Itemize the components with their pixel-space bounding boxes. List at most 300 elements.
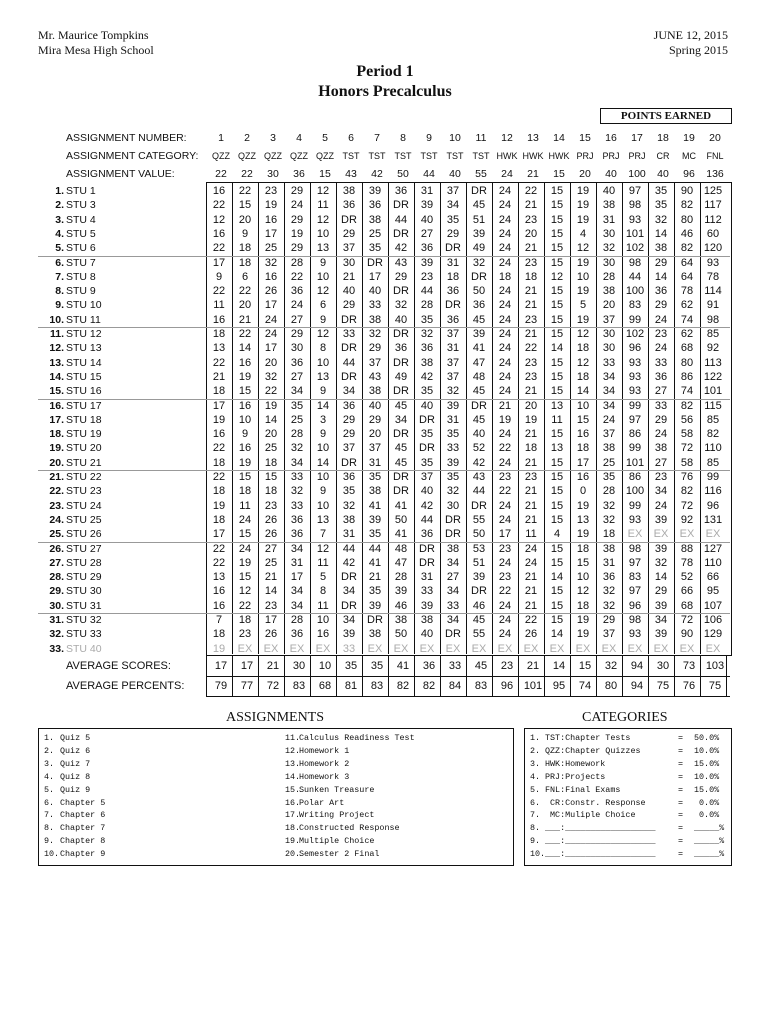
student-row bbox=[0, 370, 770, 384]
score-cell: 40 bbox=[368, 399, 382, 412]
assignment-number: 17. bbox=[285, 810, 301, 821]
score-cell: DR bbox=[471, 585, 487, 598]
score-cell: 16 bbox=[212, 313, 226, 326]
score-cell: 22 bbox=[212, 542, 226, 555]
student-row bbox=[0, 441, 770, 455]
score-cell: 6 bbox=[319, 299, 327, 312]
cell: 94 bbox=[630, 680, 644, 692]
score-cell: 93 bbox=[628, 628, 642, 641]
score-cell: 24 bbox=[498, 185, 512, 197]
score-cell: 15 bbox=[238, 385, 252, 398]
score-cell: 39 bbox=[654, 513, 668, 526]
score-cell: 97 bbox=[628, 556, 642, 569]
score-cell: 23 bbox=[654, 328, 668, 340]
score-cell: 106 bbox=[703, 614, 723, 626]
score-cell: 12 bbox=[550, 270, 564, 283]
score-cell: 114 bbox=[704, 285, 722, 298]
score-cell: 49 bbox=[394, 370, 408, 383]
score-cell: 24 bbox=[498, 199, 512, 212]
score-cell: 25 bbox=[264, 556, 278, 569]
score-cell: 24 bbox=[498, 285, 512, 298]
score-cell: 60 bbox=[706, 227, 720, 240]
score-cell: 36 bbox=[342, 399, 356, 412]
average-column-divider bbox=[596, 656, 597, 696]
score-cell: 44 bbox=[342, 542, 356, 555]
score-cell: EX bbox=[367, 642, 383, 655]
assignment-number: 9. bbox=[44, 836, 55, 847]
score-cell: 42 bbox=[420, 499, 434, 512]
assignment-value-row-label: ASSIGNMENT VALUE: bbox=[66, 168, 175, 180]
cell: 101 bbox=[523, 680, 543, 692]
cell: 73 bbox=[682, 660, 696, 672]
cell: PRJ bbox=[576, 151, 594, 161]
score-cell: 18 bbox=[602, 528, 616, 541]
student-number: 21. bbox=[49, 471, 64, 483]
score-cell: 41 bbox=[394, 499, 408, 512]
score-cell: 91 bbox=[706, 299, 720, 312]
score-cell: 82 bbox=[706, 428, 720, 441]
score-cell: 34 bbox=[290, 542, 304, 555]
score-cell: DR bbox=[341, 313, 357, 326]
score-cell: 31 bbox=[290, 556, 304, 569]
score-cell: 23 bbox=[524, 213, 538, 226]
score-cell: 98 bbox=[628, 256, 642, 269]
score-cell: 18 bbox=[212, 513, 226, 526]
score-cell: 19 bbox=[290, 227, 304, 240]
score-cell: 93 bbox=[628, 370, 642, 383]
cell: 40 bbox=[605, 168, 617, 180]
score-cell: 14 bbox=[654, 270, 668, 283]
score-cell: 24 bbox=[498, 628, 512, 641]
score-cell: 5 bbox=[579, 299, 587, 312]
score-cell: 37 bbox=[446, 185, 460, 197]
score-cell: 10 bbox=[316, 227, 330, 240]
category-percent: _____% bbox=[694, 849, 725, 860]
score-cell: EX bbox=[627, 528, 643, 541]
score-cell: 16 bbox=[212, 185, 226, 197]
score-cell: 110 bbox=[704, 442, 722, 455]
score-cell: 39 bbox=[472, 227, 486, 240]
points-earned-label: POINTS EARNED bbox=[600, 108, 732, 124]
cell: 15 bbox=[319, 168, 331, 180]
category-equals: = bbox=[678, 784, 684, 795]
student-number: 7. bbox=[55, 270, 64, 283]
score-cell: DR bbox=[341, 370, 357, 383]
student-row bbox=[0, 599, 770, 613]
score-cell: 48 bbox=[472, 370, 486, 383]
score-cell: 19 bbox=[238, 370, 252, 383]
student-name: STU 11 bbox=[66, 313, 101, 326]
score-cell: 15 bbox=[550, 213, 564, 226]
score-cell: 19 bbox=[264, 199, 278, 212]
category-percent: 10.0% bbox=[694, 745, 720, 756]
score-cell: 29 bbox=[290, 213, 304, 226]
score-cell: 68 bbox=[680, 599, 694, 612]
score-cell: DR bbox=[471, 399, 487, 412]
score-cell: 24 bbox=[498, 313, 512, 326]
cell: 44 bbox=[423, 168, 435, 180]
score-cell: 9 bbox=[319, 385, 327, 398]
assignment-number: 6. bbox=[44, 797, 55, 808]
teacher-info bbox=[38, 28, 154, 58]
cell: 43 bbox=[345, 168, 357, 180]
score-cell: 36 bbox=[420, 528, 434, 541]
category-equals: = bbox=[678, 797, 684, 808]
score-cell: 99 bbox=[628, 313, 642, 326]
score-cell: 38 bbox=[342, 185, 356, 197]
score-cell: 31 bbox=[602, 213, 616, 226]
student-name: STU 30 bbox=[66, 585, 102, 598]
score-cell: 24 bbox=[498, 456, 512, 469]
assignment-name: Calculus Readiness Test bbox=[299, 733, 415, 743]
score-cell: 93 bbox=[628, 385, 642, 398]
score-cell: 18 bbox=[576, 342, 590, 355]
score-cell: 78 bbox=[680, 285, 694, 298]
average-scores-row-label: AVERAGE SCORES: bbox=[66, 660, 171, 672]
assignment-number: 19. bbox=[285, 836, 301, 847]
cell: 21 bbox=[526, 660, 540, 672]
score-cell: 18 bbox=[264, 456, 278, 469]
category-number: 8. bbox=[530, 823, 541, 834]
score-cell: 47 bbox=[472, 356, 486, 369]
score-cell: 29 bbox=[290, 328, 304, 340]
score-cell: 14 bbox=[576, 385, 590, 398]
score-cell: 37 bbox=[368, 442, 382, 455]
score-cell: 48 bbox=[394, 542, 408, 555]
score-cell: 80 bbox=[680, 213, 694, 226]
score-cell: 20 bbox=[238, 299, 252, 312]
score-cell: EX bbox=[237, 642, 253, 655]
assignment-name: Homework 3 bbox=[299, 771, 350, 782]
score-cell: 15 bbox=[550, 242, 564, 255]
score-cell: 14 bbox=[550, 342, 564, 355]
student-number: 9. bbox=[55, 299, 64, 312]
score-cell: 18 bbox=[576, 442, 590, 455]
assignment-name: Chapter 6 bbox=[60, 810, 106, 821]
score-cell: 32 bbox=[264, 256, 278, 269]
assignment-number: 10. bbox=[44, 849, 60, 860]
score-cell: DR bbox=[419, 542, 435, 555]
score-cell: 52 bbox=[472, 442, 486, 455]
score-cell: 15 bbox=[238, 471, 252, 483]
score-cell: 21 bbox=[342, 270, 356, 283]
score-cell: 27 bbox=[446, 571, 460, 584]
score-cell: 92 bbox=[706, 342, 720, 355]
score-cell: 15 bbox=[550, 227, 564, 240]
student-row bbox=[0, 642, 770, 656]
score-cell: 31 bbox=[602, 556, 616, 569]
score-cell: 50 bbox=[472, 528, 486, 541]
score-cell: 90 bbox=[680, 185, 694, 197]
score-cell: 40 bbox=[368, 285, 382, 298]
cell: 9 bbox=[426, 132, 432, 144]
score-cell: 36 bbox=[654, 285, 668, 298]
score-cell: 36 bbox=[368, 199, 382, 212]
average-column-divider bbox=[232, 656, 233, 696]
date-info bbox=[654, 28, 728, 58]
score-cell: 53 bbox=[472, 542, 486, 555]
score-cell: 19 bbox=[524, 413, 538, 426]
score-cell: 29 bbox=[368, 413, 382, 426]
score-cell: 43 bbox=[368, 370, 382, 383]
score-cell: 46 bbox=[680, 227, 694, 240]
score-cell: 107 bbox=[703, 599, 723, 612]
student-name: STU 14 bbox=[66, 356, 102, 369]
score-cell: 34 bbox=[654, 485, 668, 498]
score-cell: 37 bbox=[420, 471, 434, 483]
cell: 55 bbox=[475, 168, 487, 180]
score-cell: 38 bbox=[602, 442, 616, 455]
score-cell: 15 bbox=[550, 256, 564, 269]
score-cell: 23 bbox=[264, 599, 278, 612]
cell: 136 bbox=[706, 168, 724, 180]
student-number: 29. bbox=[49, 585, 64, 598]
score-cell: 26 bbox=[524, 628, 538, 641]
score-cell: 18 bbox=[212, 485, 226, 498]
score-cell: 11 bbox=[525, 528, 537, 541]
assignment-name: Chapter 7 bbox=[60, 823, 106, 834]
score-cell: EX bbox=[653, 642, 669, 655]
category-percent: _____% bbox=[694, 836, 725, 847]
score-cell: 56 bbox=[680, 413, 694, 426]
score-cell: 37 bbox=[342, 242, 356, 255]
score-cell: 27 bbox=[420, 227, 434, 240]
cell: 17 bbox=[214, 660, 228, 672]
score-cell: 33 bbox=[602, 356, 616, 369]
cell: QZZ bbox=[212, 151, 230, 161]
cell: 22 bbox=[215, 168, 227, 180]
score-cell: 14 bbox=[550, 628, 564, 641]
score-cell: 20 bbox=[524, 227, 538, 240]
cell: 16 bbox=[605, 132, 617, 144]
score-cell: 34 bbox=[290, 599, 304, 612]
score-cell: 29 bbox=[654, 585, 668, 598]
score-cell: 30 bbox=[602, 256, 616, 269]
score-cell: 35 bbox=[368, 528, 382, 541]
score-cell: 11 bbox=[317, 199, 329, 212]
score-cell: 21 bbox=[524, 513, 538, 526]
student-name: STU 9 bbox=[66, 285, 96, 298]
assignment-number: 12. bbox=[285, 745, 301, 756]
cell: 94 bbox=[630, 660, 644, 672]
cell: 68 bbox=[318, 680, 332, 692]
student-row bbox=[0, 456, 770, 470]
average-column-divider bbox=[284, 656, 285, 696]
score-cell: 34 bbox=[602, 370, 616, 383]
score-cell: 74 bbox=[680, 313, 694, 326]
score-cell: 23 bbox=[524, 356, 538, 369]
score-cell: 24 bbox=[264, 313, 278, 326]
score-cell: 12 bbox=[576, 328, 590, 340]
score-cell: 32 bbox=[602, 585, 616, 598]
score-cell: 27 bbox=[290, 370, 304, 383]
score-cell: 85 bbox=[706, 456, 720, 469]
cell: 84 bbox=[448, 680, 462, 692]
score-cell: 22 bbox=[212, 285, 226, 298]
assignment-name: Polar Art bbox=[299, 797, 345, 808]
score-cell: 12 bbox=[212, 213, 226, 226]
score-cell: 64 bbox=[680, 256, 694, 269]
score-cell: 39 bbox=[342, 628, 356, 641]
category-number: 5. bbox=[530, 784, 541, 795]
score-cell: 22 bbox=[212, 442, 226, 455]
score-cell: 31 bbox=[420, 571, 434, 584]
score-cell: EX bbox=[393, 642, 409, 655]
cell: 24 bbox=[501, 168, 513, 180]
score-cell: 66 bbox=[706, 571, 720, 584]
student-name: STU 1 bbox=[66, 185, 96, 197]
score-cell: 21 bbox=[524, 428, 538, 441]
score-cell: 24 bbox=[498, 428, 512, 441]
score-cell: 40 bbox=[602, 185, 616, 197]
score-cell: 96 bbox=[628, 342, 642, 355]
cell: 74 bbox=[578, 680, 592, 692]
score-cell: 17 bbox=[264, 299, 278, 312]
cell: QZZ bbox=[290, 151, 308, 161]
score-cell: 41 bbox=[472, 342, 486, 355]
score-cell: 29 bbox=[342, 299, 356, 312]
score-cell: 115 bbox=[704, 399, 722, 412]
assignment-name: Quiz 8 bbox=[60, 771, 91, 782]
score-cell: 36 bbox=[446, 313, 460, 326]
student-name: STU 31 bbox=[66, 599, 102, 612]
score-cell: 78 bbox=[680, 556, 694, 569]
score-cell: 41 bbox=[368, 499, 382, 512]
score-cell: 36 bbox=[472, 299, 486, 312]
student-number: 25. bbox=[49, 528, 64, 541]
score-cell: 38 bbox=[368, 628, 382, 641]
score-cell: 101 bbox=[625, 456, 645, 469]
assignment-name: Chapter 9 bbox=[60, 849, 106, 860]
score-cell: 32 bbox=[264, 370, 278, 383]
category-name: ___:__________________ bbox=[545, 849, 656, 860]
category-number: 7. bbox=[530, 810, 541, 821]
score-cell: 46 bbox=[472, 599, 486, 612]
score-cell: 22 bbox=[264, 385, 278, 398]
score-cell: 32 bbox=[342, 499, 356, 512]
category-percent: 15.0% bbox=[694, 758, 720, 769]
score-cell: 43 bbox=[472, 471, 486, 483]
score-cell: 14 bbox=[264, 413, 278, 426]
score-cell: 15 bbox=[550, 585, 564, 598]
score-cell: 100 bbox=[625, 485, 645, 498]
score-cell: DR bbox=[471, 499, 487, 512]
average-column-divider bbox=[570, 656, 571, 696]
cell: 10 bbox=[449, 132, 461, 144]
cell: TST bbox=[446, 151, 464, 161]
score-cell: 86 bbox=[628, 471, 642, 483]
score-cell: 22 bbox=[238, 285, 252, 298]
score-cell: 18 bbox=[212, 456, 226, 469]
score-cell: 32 bbox=[654, 213, 668, 226]
score-cell: 34 bbox=[290, 456, 304, 469]
score-cell: 33 bbox=[342, 642, 356, 655]
category-percent: _____% bbox=[694, 823, 725, 834]
score-cell: 99 bbox=[628, 399, 642, 412]
score-cell: 9 bbox=[241, 428, 249, 441]
score-cell: 24 bbox=[498, 556, 512, 569]
score-cell: 10 bbox=[576, 571, 590, 584]
score-cell: 24 bbox=[264, 328, 278, 340]
average-column-divider bbox=[674, 656, 675, 696]
score-cell: 32 bbox=[446, 485, 460, 498]
average-column-divider bbox=[414, 656, 415, 696]
cell: 35 bbox=[344, 660, 358, 672]
assignment-name: Writing Project bbox=[299, 810, 375, 821]
score-cell: 20 bbox=[368, 428, 382, 441]
score-cell: 38 bbox=[420, 614, 434, 626]
score-cell: 19 bbox=[576, 499, 590, 512]
score-cell: 9 bbox=[319, 485, 327, 498]
score-cell: 11 bbox=[317, 556, 329, 569]
score-cell: 23 bbox=[498, 471, 512, 483]
score-cell: 95 bbox=[706, 585, 720, 598]
score-cell: 13 bbox=[316, 242, 330, 255]
cell: 77 bbox=[240, 680, 254, 692]
score-cell: 36 bbox=[654, 370, 668, 383]
score-cell: 80 bbox=[680, 356, 694, 369]
score-cell: 37 bbox=[342, 442, 356, 455]
cell: QZZ bbox=[316, 151, 334, 161]
score-cell: 24 bbox=[654, 499, 668, 512]
score-cell: 100 bbox=[625, 285, 645, 298]
score-cell: 31 bbox=[420, 185, 434, 197]
score-cell: 22 bbox=[212, 556, 226, 569]
score-cell: 98 bbox=[628, 199, 642, 212]
cell: 20 bbox=[579, 168, 591, 180]
score-cell: 18 bbox=[212, 628, 226, 641]
score-cell: 15 bbox=[550, 599, 564, 612]
student-row bbox=[0, 556, 770, 570]
score-cell: 38 bbox=[368, 213, 382, 226]
score-cell: 15 bbox=[238, 571, 252, 584]
assignment-number: 18. bbox=[285, 823, 301, 834]
score-cell: 21 bbox=[524, 385, 538, 398]
category-equals: = bbox=[678, 823, 684, 834]
score-cell: 10 bbox=[316, 614, 330, 626]
score-cell: 24 bbox=[498, 227, 512, 240]
category-number: 4. bbox=[530, 771, 541, 782]
student-name: STU 28 bbox=[66, 556, 102, 569]
score-cell: 18 bbox=[264, 485, 278, 498]
score-cell: 31 bbox=[368, 456, 382, 469]
score-cell: 33 bbox=[654, 356, 668, 369]
teacher-name: Mr. Maurice Tompkins bbox=[38, 28, 149, 42]
score-cell: 29 bbox=[394, 270, 408, 283]
cell: 7 bbox=[374, 132, 380, 144]
score-cell: 16 bbox=[212, 428, 226, 441]
score-cell: 29 bbox=[290, 242, 304, 255]
score-cell: 30 bbox=[602, 342, 616, 355]
average-column-divider bbox=[440, 656, 441, 696]
score-cell: 24 bbox=[238, 513, 252, 526]
score-cell: 15 bbox=[550, 542, 564, 555]
score-cell: 18 bbox=[576, 599, 590, 612]
score-cell: 18 bbox=[238, 242, 252, 255]
score-cell: 18 bbox=[524, 442, 538, 455]
score-cell: 9 bbox=[241, 227, 249, 240]
score-cell: 13 bbox=[212, 342, 226, 355]
score-cell: 17 bbox=[290, 571, 304, 584]
student-number: 16. bbox=[49, 399, 64, 412]
score-cell: 27 bbox=[654, 385, 668, 398]
score-cell: 17 bbox=[212, 256, 226, 269]
student-row bbox=[0, 470, 770, 484]
student-number: 20. bbox=[49, 456, 64, 469]
score-cell: DR bbox=[419, 556, 435, 569]
student-number: 22. bbox=[49, 485, 64, 498]
score-cell: 17 bbox=[498, 528, 512, 541]
